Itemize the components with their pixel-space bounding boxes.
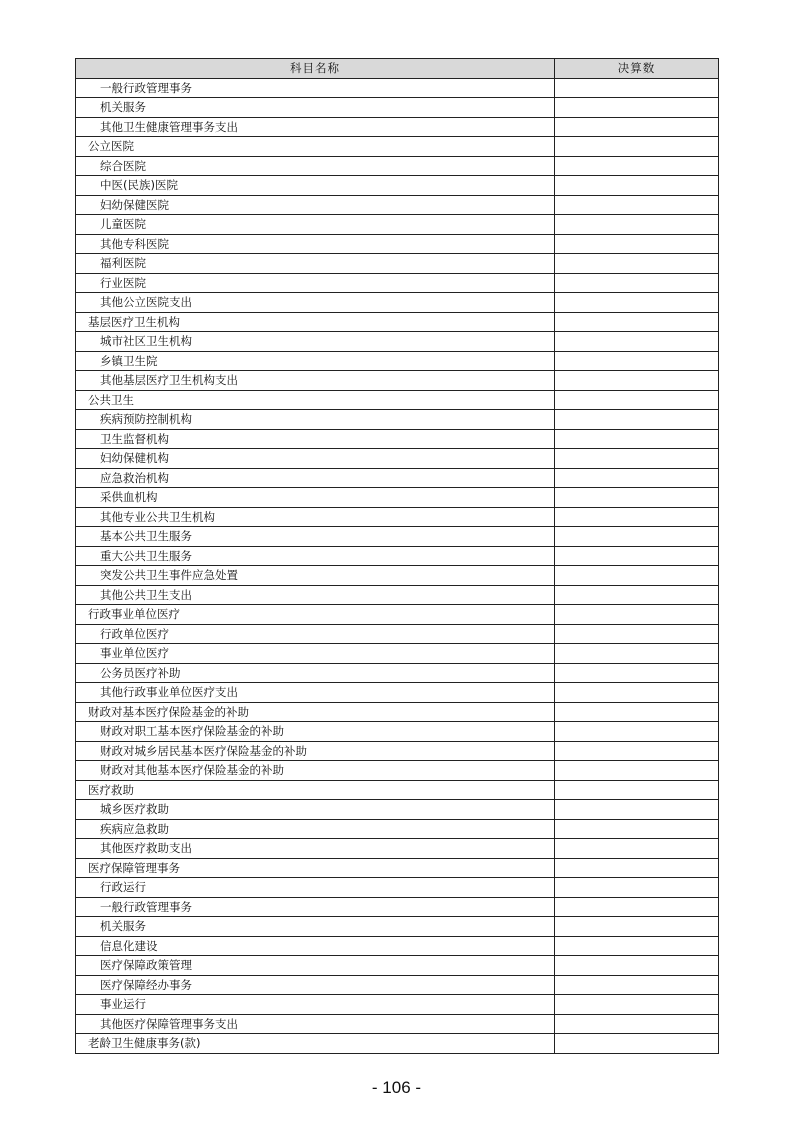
table-row <box>76 702 719 722</box>
table-row <box>76 644 719 664</box>
subject-name-cell: 其他专业公共卫生机构 <box>76 507 555 527</box>
table-row <box>76 351 719 371</box>
subject-name-cell: 基本公共卫生服务 <box>76 527 555 547</box>
subject-name-cell: 城市社区卫生机构 <box>76 332 555 352</box>
subject-name-cell: 财政对其他基本医疗保险基金的补助 <box>76 761 555 781</box>
subject-name-cell: 突发公共卫生事件应急处置 <box>76 566 555 586</box>
final-amount-cell <box>555 897 719 917</box>
subject-name-cell: 医疗救助 <box>76 780 555 800</box>
expenditure-table <box>75 58 719 1054</box>
table-row <box>76 176 719 196</box>
final-amount-cell <box>555 936 719 956</box>
final-amount-cell <box>555 449 719 469</box>
table-row <box>76 546 719 566</box>
table-row <box>76 371 719 391</box>
subject-name-cell: 卫生监督机构 <box>76 429 555 449</box>
final-amount-cell <box>555 683 719 703</box>
subject-name-cell: 机关服务 <box>76 98 555 118</box>
table-row <box>76 156 719 176</box>
subject-name-cell: 其他公共卫生支出 <box>76 585 555 605</box>
subject-name-cell: 妇幼保健医院 <box>76 195 555 215</box>
subject-name-cell: 财政对城乡居民基本医疗保险基金的补助 <box>76 741 555 761</box>
table-row <box>76 273 719 293</box>
final-amount-cell <box>555 293 719 313</box>
table-row <box>76 1014 719 1034</box>
subject-name-cell: 其他医疗救助支出 <box>76 839 555 859</box>
header-final-amount: 决算数 <box>555 59 719 79</box>
final-amount-cell <box>555 429 719 449</box>
header-subject-name: 科目名称 <box>76 59 555 79</box>
table-row <box>76 117 719 137</box>
table-row <box>76 722 719 742</box>
table-row <box>76 585 719 605</box>
table-row <box>76 78 719 98</box>
subject-name-cell: 事业运行 <box>76 995 555 1015</box>
final-amount-cell <box>555 780 719 800</box>
final-amount-cell <box>555 527 719 547</box>
final-amount-cell <box>555 644 719 664</box>
table-row <box>76 624 719 644</box>
final-amount-cell <box>555 176 719 196</box>
table-row <box>76 995 719 1015</box>
subject-name-cell: 行政事业单位医疗 <box>76 605 555 625</box>
subject-name-cell: 其他医疗保障管理事务支出 <box>76 1014 555 1034</box>
final-amount-cell <box>555 156 719 176</box>
table-row <box>76 780 719 800</box>
table-row <box>76 956 719 976</box>
table-row <box>76 897 719 917</box>
final-amount-cell <box>555 351 719 371</box>
table-row <box>76 975 719 995</box>
subject-name-cell: 其他专科医院 <box>76 234 555 254</box>
table-row <box>76 215 719 235</box>
final-amount-cell <box>555 507 719 527</box>
subject-name-cell: 行业医院 <box>76 273 555 293</box>
table-row <box>76 527 719 547</box>
table-row <box>76 663 719 683</box>
subject-name-cell: 采供血机构 <box>76 488 555 508</box>
table-row <box>76 566 719 586</box>
final-amount-cell <box>555 995 719 1015</box>
subject-name-cell: 财政对基本医疗保险基金的补助 <box>76 702 555 722</box>
table-row <box>76 819 719 839</box>
final-amount-cell <box>555 273 719 293</box>
table-row <box>76 761 719 781</box>
table-row <box>76 858 719 878</box>
final-amount-cell <box>555 975 719 995</box>
table-row <box>76 429 719 449</box>
final-amount-cell <box>555 585 719 605</box>
subject-name-cell: 医疗保障管理事务 <box>76 858 555 878</box>
final-amount-cell <box>555 371 719 391</box>
final-amount-cell <box>555 839 719 859</box>
subject-name-cell: 老龄卫生健康事务(款) <box>76 1034 555 1054</box>
table-header-row <box>76 59 719 79</box>
final-amount-cell <box>555 332 719 352</box>
subject-name-cell: 医疗保障政策管理 <box>76 956 555 976</box>
subject-name-cell: 应急救治机构 <box>76 468 555 488</box>
subject-name-cell: 妇幼保健机构 <box>76 449 555 469</box>
subject-name-cell: 疾病应急救助 <box>76 819 555 839</box>
final-amount-cell <box>555 624 719 644</box>
final-amount-cell <box>555 722 719 742</box>
subject-name-cell: 公共卫生 <box>76 390 555 410</box>
subject-name-cell: 其他公立医院支出 <box>76 293 555 313</box>
table-row <box>76 195 719 215</box>
final-amount-cell <box>555 819 719 839</box>
table-body <box>76 78 719 1053</box>
final-amount-cell <box>555 566 719 586</box>
table-row <box>76 449 719 469</box>
final-amount-cell <box>555 137 719 157</box>
final-amount-cell <box>555 410 719 430</box>
subject-name-cell: 其他行政事业单位医疗支出 <box>76 683 555 703</box>
table-row <box>76 254 719 274</box>
subject-name-cell: 信息化建设 <box>76 936 555 956</box>
final-amount-cell <box>555 546 719 566</box>
subject-name-cell: 城乡医疗救助 <box>76 800 555 820</box>
table-row <box>76 936 719 956</box>
subject-name-cell: 其他卫生健康管理事务支出 <box>76 117 555 137</box>
table-row <box>76 137 719 157</box>
subject-name-cell: 一般行政管理事务 <box>76 78 555 98</box>
subject-name-cell: 公务员医疗补助 <box>76 663 555 683</box>
table-row <box>76 98 719 118</box>
table-row <box>76 839 719 859</box>
table-row <box>76 410 719 430</box>
table-row <box>76 1034 719 1054</box>
table-row <box>76 800 719 820</box>
subject-name-cell: 事业单位医疗 <box>76 644 555 664</box>
final-amount-cell <box>555 878 719 898</box>
table-row <box>76 507 719 527</box>
final-amount-cell <box>555 1014 719 1034</box>
final-amount-cell <box>555 858 719 878</box>
table-row <box>76 683 719 703</box>
final-amount-cell <box>555 98 719 118</box>
table-row <box>76 605 719 625</box>
final-amount-cell <box>555 78 719 98</box>
table-row <box>76 741 719 761</box>
final-amount-cell <box>555 702 719 722</box>
table-row <box>76 332 719 352</box>
subject-name-cell: 重大公共卫生服务 <box>76 546 555 566</box>
final-amount-cell <box>555 254 719 274</box>
final-amount-cell <box>555 605 719 625</box>
subject-name-cell: 中医(民族)医院 <box>76 176 555 196</box>
subject-name-cell: 机关服务 <box>76 917 555 937</box>
subject-name-cell: 基层医疗卫生机构 <box>76 312 555 332</box>
final-amount-cell <box>555 800 719 820</box>
final-amount-cell <box>555 1034 719 1054</box>
final-amount-cell <box>555 956 719 976</box>
subject-name-cell: 疾病预防控制机构 <box>76 410 555 430</box>
final-amount-cell <box>555 761 719 781</box>
table-row <box>76 878 719 898</box>
table-row <box>76 917 719 937</box>
table-row <box>76 488 719 508</box>
final-amount-cell <box>555 488 719 508</box>
subject-name-cell: 乡镇卫生院 <box>76 351 555 371</box>
subject-name-cell: 行政运行 <box>76 878 555 898</box>
subject-name-cell: 医疗保障经办事务 <box>76 975 555 995</box>
final-amount-cell <box>555 741 719 761</box>
final-amount-cell <box>555 390 719 410</box>
table-row <box>76 390 719 410</box>
page-number: - 106 - <box>371 1078 422 1097</box>
subject-name-cell: 其他基层医疗卫生机构支出 <box>76 371 555 391</box>
final-amount-cell <box>555 663 719 683</box>
final-amount-cell <box>555 195 719 215</box>
subject-name-cell: 儿童医院 <box>76 215 555 235</box>
final-amount-cell <box>555 468 719 488</box>
table-row <box>76 468 719 488</box>
subject-name-cell: 福利医院 <box>76 254 555 274</box>
final-amount-cell <box>555 117 719 137</box>
table-row <box>76 312 719 332</box>
final-amount-cell <box>555 312 719 332</box>
final-amount-cell <box>555 917 719 937</box>
table-row <box>76 234 719 254</box>
final-amount-cell <box>555 234 719 254</box>
final-amount-cell <box>555 215 719 235</box>
subject-name-cell: 行政单位医疗 <box>76 624 555 644</box>
subject-name-cell: 公立医院 <box>76 137 555 157</box>
subject-name-cell: 财政对职工基本医疗保险基金的补助 <box>76 722 555 742</box>
table-row <box>76 293 719 313</box>
subject-name-cell: 综合医院 <box>76 156 555 176</box>
subject-name-cell: 一般行政管理事务 <box>76 897 555 917</box>
